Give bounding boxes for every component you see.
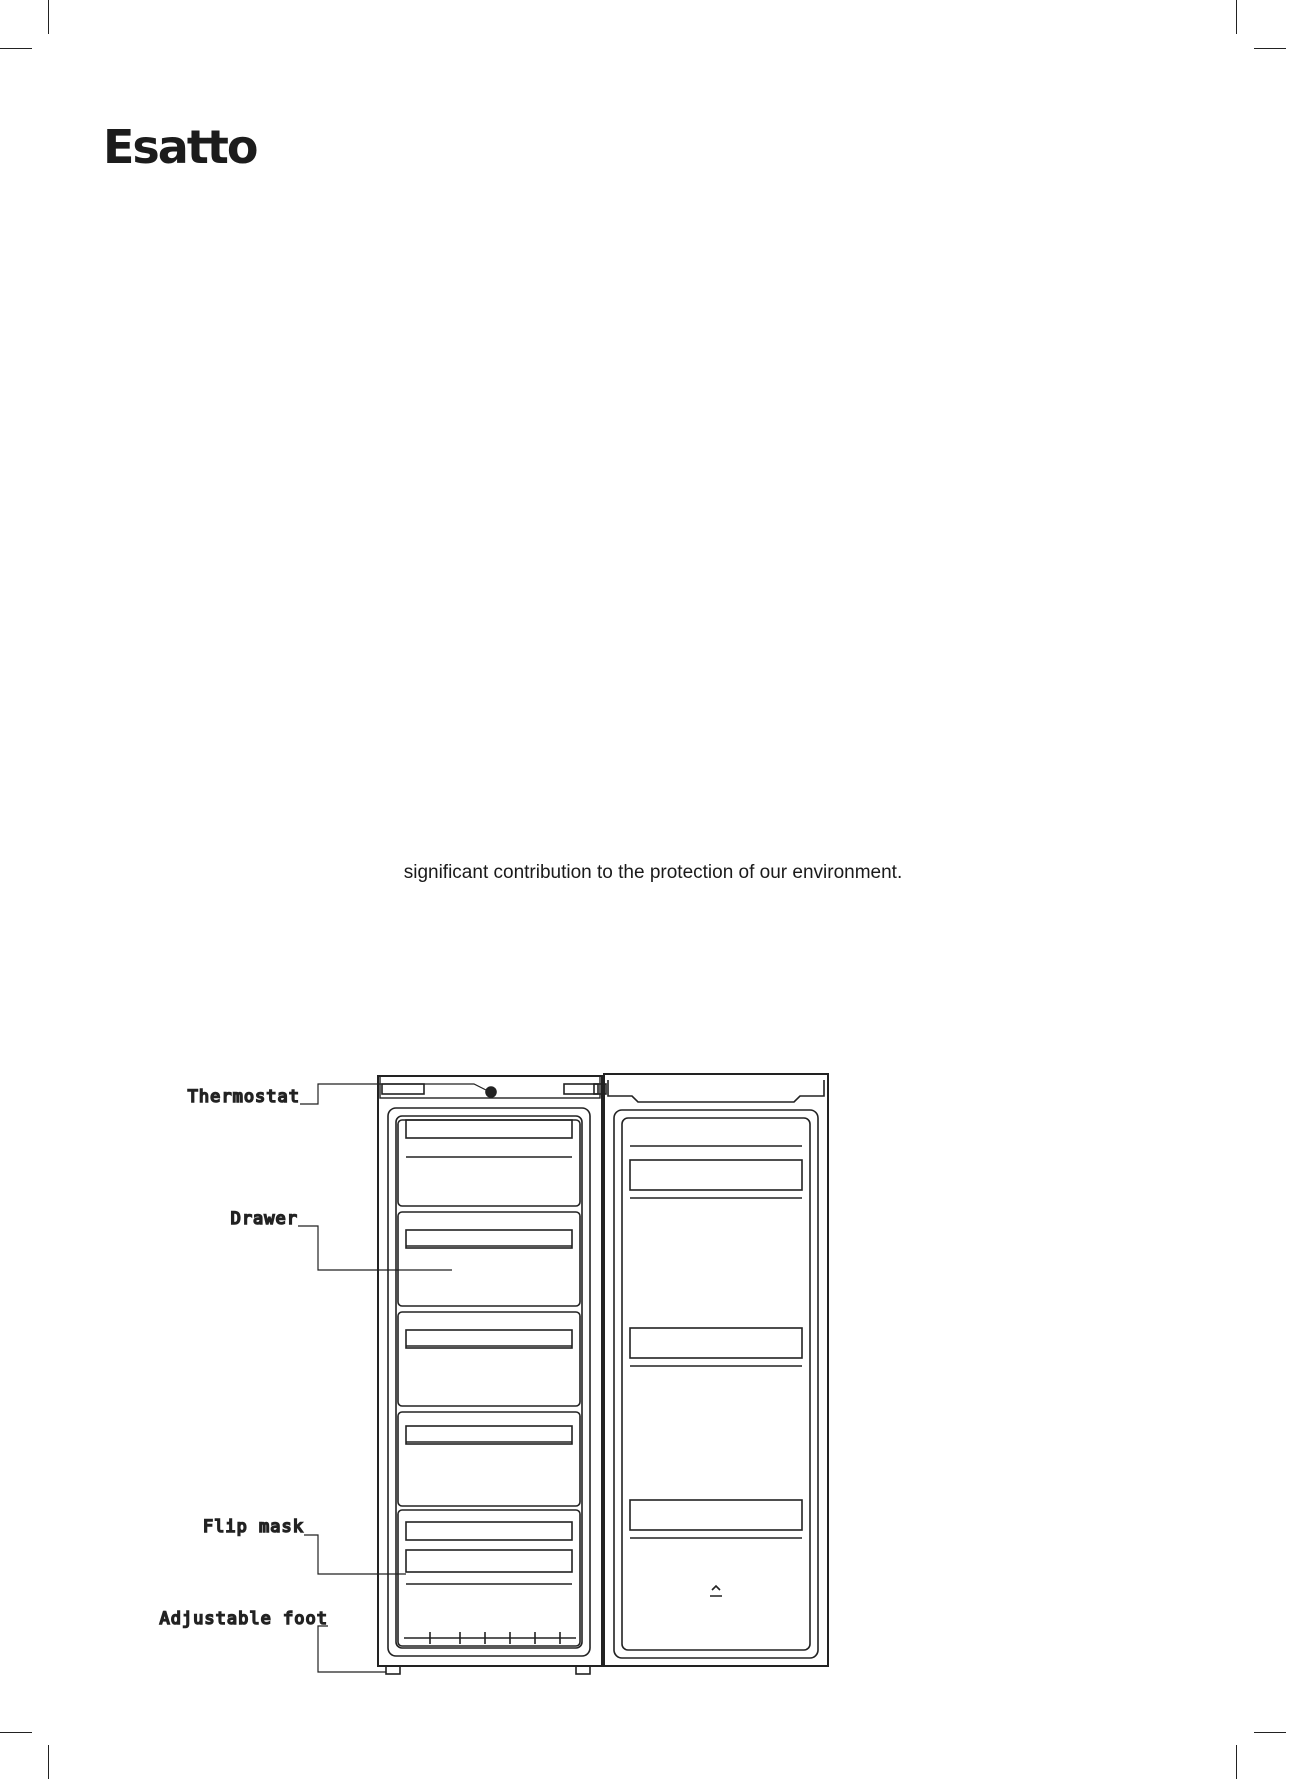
label-flip-mask: Flip mask (202, 1517, 304, 1537)
crop-mark-top-left-horizontal (0, 48, 32, 49)
brand-logo: Esatto (103, 120, 257, 174)
crop-mark-top-right-horizontal (1254, 48, 1286, 49)
label-adjustable-foot: Adjustable foot (159, 1609, 328, 1629)
environment-text: significant contribution to the protection of our environment. (403, 862, 903, 883)
crop-mark-bottom-left-horizontal (0, 1732, 32, 1733)
label-thermostat: Thermostat (187, 1087, 300, 1107)
cabinet-door (594, 1074, 828, 1666)
drawer-stack (398, 1120, 580, 1646)
crop-mark-bottom-right-horizontal (1254, 1732, 1286, 1733)
crop-mark-top-right-vertical (1236, 0, 1237, 34)
crop-mark-top-left-vertical (48, 0, 49, 34)
freezer-diagram (159, 1060, 840, 1690)
thermostat-knob (486, 1087, 496, 1097)
label-drawer: Drawer (230, 1209, 298, 1229)
cabinet-body (378, 1076, 602, 1666)
freezer-symbol-icon (710, 1586, 722, 1596)
crop-mark-bottom-left-vertical (48, 1745, 49, 1779)
adjustable-feet (386, 1666, 590, 1674)
freezer-diagram-svg (159, 1060, 840, 1690)
crop-mark-bottom-right-vertical (1236, 1745, 1237, 1779)
